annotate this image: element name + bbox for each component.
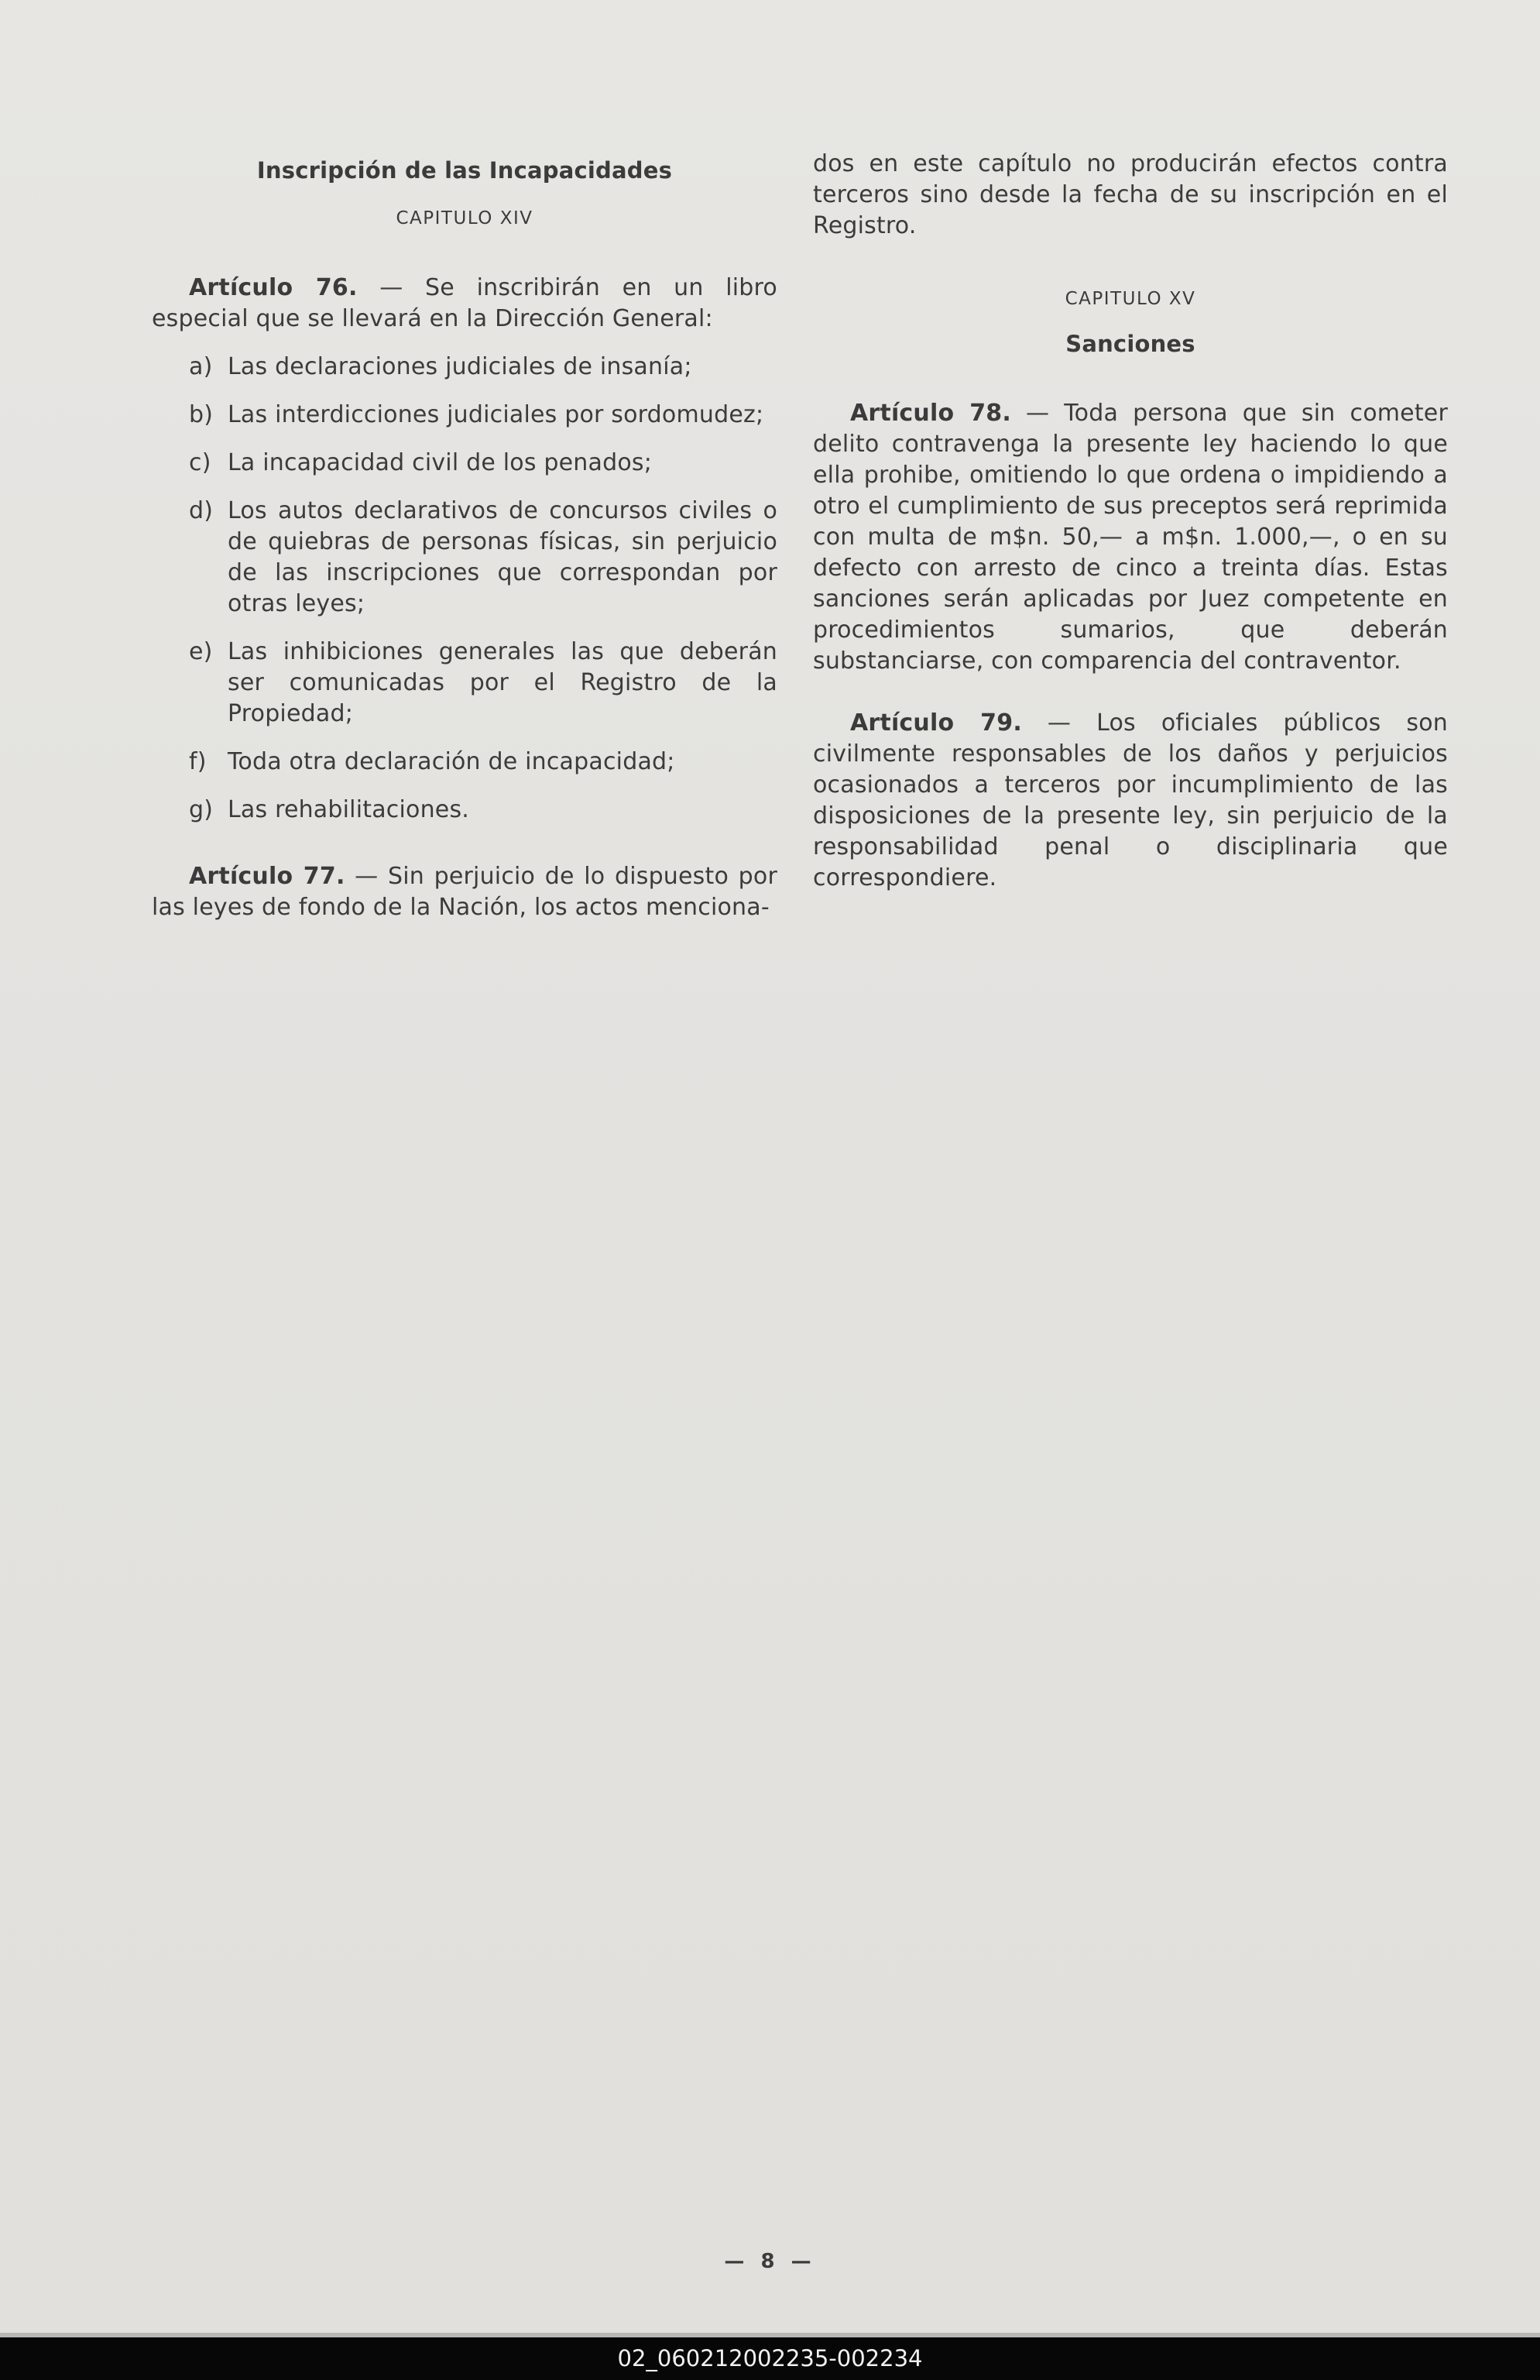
list-item-text: Las declaraciones judiciales de insanía;	[228, 353, 692, 380]
list-item-marker: a)	[189, 353, 213, 380]
left-column	[152, 155, 777, 923]
list-item-text: Toda otra declaración de incapacidad;	[228, 748, 675, 775]
list-item	[152, 352, 777, 383]
article-77-label: Artículo 77.	[189, 863, 345, 890]
list-item-marker: c)	[189, 449, 211, 476]
list-item-text: Las inhibiciones generales las que deberán ser comunicadas por el Registro de la Propiedad;	[228, 638, 777, 727]
list-item-marker: g)	[189, 796, 214, 823]
list-item	[152, 448, 777, 479]
list-item	[152, 496, 777, 620]
article-76-text: — Se inscribirán en un libro especial que se llevará en la Dirección General:	[152, 274, 777, 332]
article-77	[152, 861, 777, 923]
list-item-text: La incapacidad civil de los penados;	[228, 449, 653, 476]
list-item-marker: e)	[189, 638, 213, 665]
section-title-incapacidades: Inscripción de las Incapacidades	[256, 157, 673, 184]
article-79-label: Artículo 79.	[850, 709, 1022, 737]
article-79	[813, 708, 1448, 894]
chapter-heading-xv: CAPITULO XV	[1065, 289, 1196, 309]
list-item-text: Las rehabilitaciones.	[228, 796, 470, 823]
chapter-heading-xiv: CAPITULO XIV	[396, 208, 533, 228]
list-item-text: Las interdicciones judiciales por sordomudez;	[228, 401, 764, 428]
page-number: — 8 —	[724, 2250, 816, 2273]
section-title-sanciones: Sanciones	[1065, 331, 1195, 357]
list-item-marker: f)	[189, 748, 207, 775]
list-item-marker: d)	[189, 497, 214, 524]
list-item-text: Los autos declarativos de concursos civiles o de quiebras de personas físicas, sin perjuicio de las inscripciones que correspondan por otras leyes;	[228, 497, 777, 617]
list-item	[152, 637, 777, 730]
scan-id-footer: 02_060212002235-002234	[0, 2337, 1540, 2380]
list-item	[152, 400, 777, 431]
article-78-label: Artículo 78.	[850, 400, 1011, 427]
list-item-marker: b)	[189, 401, 214, 428]
list-item	[152, 747, 777, 778]
article-76	[152, 273, 777, 335]
right-column	[813, 149, 1448, 894]
list-item	[152, 795, 777, 826]
article-78-text: — Toda persona que sin cometer delito contravenga la presente ley haciendo lo que ella prohibe, omitiendo lo que ordena o impidiendo a otro el cumplimiento de sus preceptos será reprimida con multa de m$n. 50,— a m$n. 1.000,—, o en su defecto con arresto de cinco a treinta días. Estas sanciones serán aplicadas por Juez competente en procedimientos sumarios, que deberán substanciarse, con comparencia del contraventor.	[813, 400, 1448, 675]
article-76-label: Artículo 76.	[189, 274, 358, 301]
article-77-continuation: dos en este capítulo no producirán efectos contra terceros sino desde la fecha de su inscripción en el Registro.	[813, 150, 1448, 239]
article-79-text: — Los oficiales públicos son civilmente responsables de los daños y perjuicios ocasionados a terceros por incumplimiento de las disposiciones de la presente ley, sin perjuicio de la responsabilidad penal o disciplinaria que correspondiere.	[813, 709, 1448, 891]
article-77-text: — Sin perjuicio de lo dispuesto por las leyes de fondo de la Nación, los actos menciona-	[152, 863, 777, 921]
article-78	[813, 398, 1448, 677]
